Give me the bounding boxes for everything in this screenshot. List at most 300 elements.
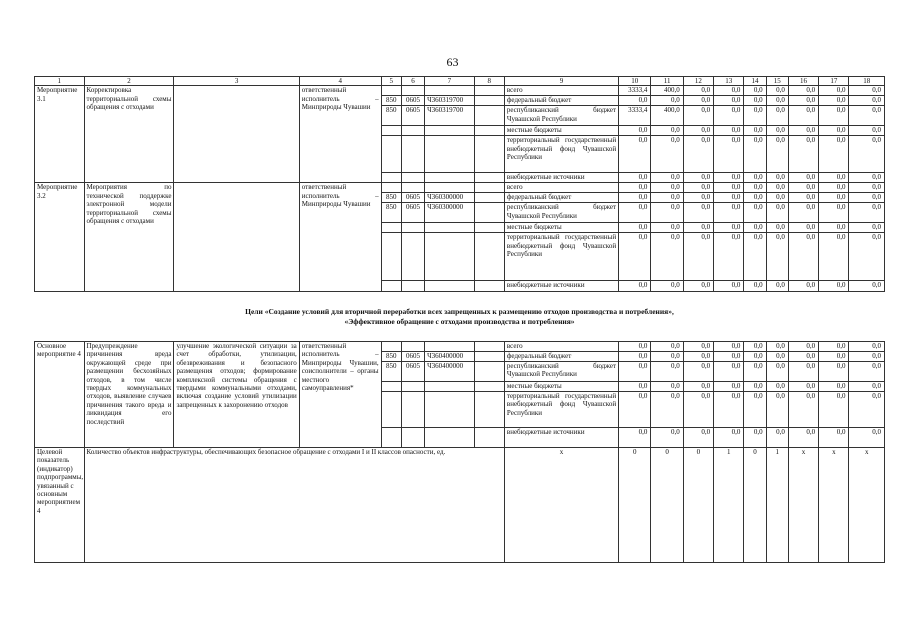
funding-value: 0,0	[651, 382, 683, 392]
column-header-5: 5	[381, 77, 401, 86]
funding-value: 0,0	[788, 281, 818, 292]
funding-value: 0,0	[619, 362, 651, 382]
funding-value: 0,0	[683, 392, 713, 428]
funding-value: 0,0	[683, 233, 713, 281]
funding-value: 0,0	[766, 86, 788, 96]
grbs-code: 850	[381, 106, 401, 126]
funding-value: 0,0	[714, 281, 744, 292]
funding-value: 0,0	[849, 183, 885, 193]
column-header-4: 4	[299, 77, 381, 86]
funding-value: 0,0	[714, 342, 744, 352]
target-article-code	[425, 281, 475, 292]
funding-value: 0,0	[849, 342, 885, 352]
column-header-9: 9	[504, 77, 618, 86]
funding-value: 0,0	[744, 281, 766, 292]
expense-type-code	[474, 106, 504, 126]
funding-value: 0,0	[819, 392, 849, 428]
responsible-executor: ответственный исполнитель – Минприроды Чувашии, соисполнители – органы местного самоуправления*	[299, 342, 381, 448]
target-article-code	[425, 86, 475, 96]
target-article-code: Ч360400000	[425, 362, 475, 382]
expense-type-code	[474, 382, 504, 392]
funding-value: 0,0	[849, 428, 885, 448]
funding-value: 0,0	[744, 203, 766, 223]
funding-value: 0,0	[714, 382, 744, 392]
funding-value: 0,0	[788, 342, 818, 352]
expense-type-code	[474, 233, 504, 281]
grbs-code: 850	[381, 352, 401, 362]
funding-value: 0,0	[683, 193, 713, 203]
block-3-2	[35, 183, 885, 292]
funding-value: 0,0	[744, 136, 766, 173]
funding-value: 0,0	[819, 342, 849, 352]
responsible-executor: ответственный исполнитель – Минприроды Чувашии	[299, 183, 381, 292]
expense-type-code	[474, 428, 504, 448]
funding-value: 0,0	[788, 96, 818, 106]
grbs-code	[381, 173, 401, 183]
section-code	[401, 392, 424, 428]
funding-value: 0,0	[683, 203, 713, 223]
funding-value: 0,0	[619, 96, 651, 106]
funding-value: 0,0	[744, 173, 766, 183]
funding-value: 0,0	[788, 223, 818, 233]
funding-value: 0,0	[683, 342, 713, 352]
target-article-code	[425, 183, 475, 193]
responsible-executor: ответственный исполнитель – Минприроды Чувашии	[299, 86, 381, 183]
column-header-14: 14	[744, 77, 766, 86]
indicator-value: 1	[766, 448, 788, 563]
column-header-1: 1	[35, 77, 85, 86]
funding-value: 0,0	[819, 86, 849, 96]
funding-value: 0,0	[619, 183, 651, 193]
funding-value: 0,0	[683, 126, 713, 136]
funding-value: 0,0	[819, 136, 849, 173]
funding-value: 0,0	[651, 392, 683, 428]
funding-value: 0,0	[788, 106, 818, 126]
funding-value: 0,0	[683, 362, 713, 382]
funding-source: местные бюджеты	[504, 126, 618, 136]
funding-value: 0,0	[849, 96, 885, 106]
grbs-code	[381, 342, 401, 352]
expense-type-code	[474, 96, 504, 106]
grbs-code: 850	[381, 96, 401, 106]
indicator-value: х	[849, 448, 885, 563]
funding-value: 0,0	[619, 173, 651, 183]
section-code	[401, 86, 424, 96]
funding-value: 0,0	[788, 203, 818, 223]
funding-value: 0,0	[744, 86, 766, 96]
section-code	[401, 281, 424, 292]
funding-value: 0,0	[744, 382, 766, 392]
funding-value: 0,0	[766, 173, 788, 183]
funding-value: 0,0	[714, 223, 744, 233]
funding-source: внебюджетные источники	[504, 281, 618, 292]
funding-value: 0,0	[651, 342, 683, 352]
measure-name: Мероприятие 3.1	[35, 86, 85, 183]
grbs-code: 850	[381, 193, 401, 203]
column-header-15: 15	[766, 77, 788, 86]
target-article-code	[425, 342, 475, 352]
funding-value: 0,0	[619, 136, 651, 173]
grbs-code: 850	[381, 203, 401, 223]
funding-table-top	[34, 76, 885, 292]
main-measure-4	[35, 342, 885, 448]
funding-value: 0,0	[849, 223, 885, 233]
funding-value: 0,0	[714, 233, 744, 281]
funding-value: 0,0	[766, 428, 788, 448]
funding-value: 0,0	[714, 203, 744, 223]
indicator-value: 0	[619, 448, 651, 563]
expense-type-code	[474, 173, 504, 183]
expense-type-code	[474, 392, 504, 428]
funding-value: 0,0	[619, 193, 651, 203]
funding-source: республиканский бюджет Чувашской Республики	[504, 203, 618, 223]
funding-value: 0,0	[619, 392, 651, 428]
expense-type-code	[474, 352, 504, 362]
funding-value: 0,0	[651, 126, 683, 136]
funding-value: 0,0	[766, 233, 788, 281]
expected-result: улучшение экологической ситуации за счет обработки, утилизации, обезвреживания и безопасного размещения отходов; формирование комплексной системы обращения с твердыми коммунальными отходами, включая создание условий утилизации запрещенных к захоронению отходов	[174, 342, 299, 448]
expected-result	[174, 86, 299, 183]
grbs-code: 850	[381, 362, 401, 382]
measure-description: Предупреждение причинения вреда окружающей среде при размещении бесхозяйных отходов, в том числе твердых коммунальных отходов, выявление случаев причинения такого вреда и ликвидация его последствий	[84, 342, 174, 448]
target-article-code	[425, 382, 475, 392]
target-article-code	[425, 223, 475, 233]
section-code	[401, 183, 424, 193]
funding-value: 0,0	[766, 281, 788, 292]
goal-line-1: Цели «Создание условий для вторичной переработки всех запрещенных к размещению отходов производства и потребления»,	[245, 307, 674, 316]
funding-value: 0,0	[651, 193, 683, 203]
expense-type-code	[474, 223, 504, 233]
indicator-label: Целевой показатель (индикатор) подпрограммы, увязанный с основным мероприятием 4	[35, 448, 85, 563]
table-row	[35, 183, 885, 193]
funding-value: 0,0	[788, 136, 818, 173]
funding-value: 0,0	[744, 126, 766, 136]
funding-value: 0,0	[651, 362, 683, 382]
column-header-17: 17	[819, 77, 849, 86]
funding-value: 0,0	[651, 136, 683, 173]
funding-value: 0,0	[819, 352, 849, 362]
section-code	[401, 342, 424, 352]
expense-type-code	[474, 126, 504, 136]
funding-value: 0,0	[714, 86, 744, 96]
funding-value: 0,0	[766, 183, 788, 193]
funding-table-bottom	[34, 341, 885, 563]
funding-value: 0,0	[714, 173, 744, 183]
funding-value: 0,0	[766, 342, 788, 352]
funding-value: 0,0	[849, 382, 885, 392]
section-code: 0605	[401, 106, 424, 126]
funding-value: 0,0	[651, 96, 683, 106]
funding-source: федеральный бюджет	[504, 96, 618, 106]
funding-value: 0,0	[849, 136, 885, 173]
target-article-code: Ч360400000	[425, 352, 475, 362]
column-header-16: 16	[788, 77, 818, 86]
target-article-code	[425, 136, 475, 173]
funding-value: 0,0	[849, 233, 885, 281]
funding-value: 0,0	[766, 193, 788, 203]
target-indicator	[35, 448, 885, 563]
expense-type-code	[474, 203, 504, 223]
funding-value: 0,0	[788, 392, 818, 428]
funding-value: 0,0	[819, 382, 849, 392]
funding-value: 0,0	[714, 106, 744, 126]
funding-source: местные бюджеты	[504, 223, 618, 233]
column-header-13: 13	[714, 77, 744, 86]
funding-value: 0,0	[849, 281, 885, 292]
funding-value: 0,0	[714, 352, 744, 362]
funding-source: федеральный бюджет	[504, 193, 618, 203]
funding-source: всего	[504, 86, 618, 96]
funding-value: 0,0	[619, 428, 651, 448]
funding-value: 0,0	[849, 203, 885, 223]
column-header-7: 7	[425, 77, 475, 86]
funding-value: 0,0	[651, 428, 683, 448]
funding-value: 0,0	[714, 362, 744, 382]
column-header-3: 3	[174, 77, 299, 86]
funding-value: 0,0	[819, 106, 849, 126]
funding-value: 0,0	[651, 233, 683, 281]
funding-value: 0,0	[619, 281, 651, 292]
target-article-code	[425, 126, 475, 136]
funding-value: 0,0	[683, 183, 713, 193]
funding-value: 0,0	[788, 362, 818, 382]
section-code: 0605	[401, 193, 424, 203]
funding-value: 0,0	[788, 233, 818, 281]
target-article-code	[425, 428, 475, 448]
funding-value: 3333,4	[619, 106, 651, 126]
column-header-2: 2	[84, 77, 174, 86]
column-header-6: 6	[401, 77, 424, 86]
funding-source: внебюджетные источники	[504, 428, 618, 448]
funding-value: 0,0	[766, 203, 788, 223]
column-header-18: 18	[849, 77, 885, 86]
funding-value: 0,0	[683, 223, 713, 233]
measure-description: Мероприятия по технической поддержке электронной модели территориальной схемы обращения с отходами	[84, 183, 174, 292]
target-article-code	[425, 173, 475, 183]
funding-value: 0,0	[619, 233, 651, 281]
funding-value: 0,0	[651, 352, 683, 362]
funding-source: местные бюджеты	[504, 382, 618, 392]
grbs-code	[381, 281, 401, 292]
section-code	[401, 428, 424, 448]
grbs-code	[381, 428, 401, 448]
section-code: 0605	[401, 203, 424, 223]
funding-value: 0,0	[651, 183, 683, 193]
funding-value: 0,0	[714, 428, 744, 448]
indicator-value: х	[788, 448, 818, 563]
section-code	[401, 223, 424, 233]
funding-value: 0,0	[766, 96, 788, 106]
table-row	[35, 342, 885, 352]
funding-value: 0,0	[819, 281, 849, 292]
funding-value: 0,0	[819, 428, 849, 448]
expense-type-code	[474, 183, 504, 193]
funding-value: 0,0	[651, 173, 683, 183]
funding-value: 0,0	[849, 392, 885, 428]
indicator-unit-mark: х	[504, 448, 618, 563]
funding-value: 0,0	[819, 96, 849, 106]
funding-value: 0,0	[766, 352, 788, 362]
indicator-row	[35, 448, 885, 563]
funding-value: 0,0	[849, 106, 885, 126]
funding-value: 0,0	[744, 223, 766, 233]
funding-value: 0,0	[619, 382, 651, 392]
expected-result	[174, 183, 299, 292]
funding-value: 0,0	[849, 126, 885, 136]
target-article-code	[425, 392, 475, 428]
measure-description: Корректировка территориальной схемы обращения с отходами	[84, 86, 174, 183]
funding-value: 0,0	[849, 362, 885, 382]
funding-value: 0,0	[744, 106, 766, 126]
funding-value: 0,0	[744, 96, 766, 106]
funding-value: 0,0	[766, 362, 788, 382]
funding-value: 0,0	[849, 193, 885, 203]
funding-value: 0,0	[744, 193, 766, 203]
section-code: 0605	[401, 362, 424, 382]
section-code: 0605	[401, 352, 424, 362]
funding-source: территориальный государственный внебюджетный фонд Чувашской Республики	[504, 392, 618, 428]
funding-value: 0,0	[619, 342, 651, 352]
funding-value: 0,0	[619, 203, 651, 223]
funding-source: федеральный бюджет	[504, 352, 618, 362]
funding-value: 0,0	[819, 183, 849, 193]
funding-value: 0,0	[683, 382, 713, 392]
column-header-8: 8	[474, 77, 504, 86]
funding-value: 0,0	[714, 392, 744, 428]
column-header-11: 11	[651, 77, 683, 86]
funding-value: 0,0	[744, 342, 766, 352]
funding-value: 0,0	[651, 223, 683, 233]
funding-value: 0,0	[683, 281, 713, 292]
section-code	[401, 233, 424, 281]
funding-value: 0,0	[683, 106, 713, 126]
grbs-code	[381, 86, 401, 96]
funding-value: 0,0	[788, 173, 818, 183]
funding-value: 400,0	[651, 86, 683, 96]
section-code	[401, 136, 424, 173]
funding-value: 0,0	[766, 126, 788, 136]
section-code	[401, 126, 424, 136]
funding-value: 0,0	[766, 136, 788, 173]
funding-value: 0,0	[788, 86, 818, 96]
funding-source: всего	[504, 342, 618, 352]
block-3-1	[35, 86, 885, 183]
grbs-code	[381, 233, 401, 281]
funding-value: 0,0	[766, 223, 788, 233]
funding-value: 0,0	[683, 86, 713, 96]
grbs-code	[381, 223, 401, 233]
grbs-code	[381, 382, 401, 392]
funding-value: 0,0	[714, 183, 744, 193]
target-article-code: Ч360319700	[425, 106, 475, 126]
funding-value: 0,0	[849, 86, 885, 96]
expense-type-code	[474, 342, 504, 352]
grbs-code	[381, 183, 401, 193]
funding-value: 0,0	[788, 382, 818, 392]
funding-value: 0,0	[819, 362, 849, 382]
expense-type-code	[474, 86, 504, 96]
funding-value: 0,0	[619, 352, 651, 362]
grbs-code	[381, 392, 401, 428]
funding-source: территориальный государственный внебюджетный фонд Чувашской Республики	[504, 233, 618, 281]
funding-value: 0,0	[766, 106, 788, 126]
indicator-value: 1	[714, 448, 744, 563]
funding-value: 0,0	[683, 136, 713, 173]
target-article-code: Ч360300000	[425, 203, 475, 223]
funding-value: 0,0	[714, 126, 744, 136]
funding-value: 0,0	[788, 183, 818, 193]
section-code	[401, 382, 424, 392]
measure-name: Основное мероприятие 4	[35, 342, 85, 448]
funding-value: 0,0	[819, 223, 849, 233]
funding-value: 0,0	[819, 173, 849, 183]
funding-value: 0,0	[819, 193, 849, 203]
funding-value: 0,0	[788, 126, 818, 136]
funding-value: 0,0	[849, 352, 885, 362]
goal-heading	[34, 307, 885, 327]
funding-source: территориальный государственный внебюджетный фонд Чувашской Республики	[504, 136, 618, 173]
funding-value: 0,0	[619, 126, 651, 136]
expense-type-code	[474, 136, 504, 173]
funding-value: 0,0	[744, 183, 766, 193]
section-code	[401, 173, 424, 183]
funding-value: 0,0	[788, 352, 818, 362]
funding-value: 0,0	[744, 392, 766, 428]
table-row	[35, 86, 885, 96]
funding-source: всего	[504, 183, 618, 193]
funding-value: 0,0	[744, 233, 766, 281]
funding-value: 0,0	[683, 352, 713, 362]
measure-name: Мероприятие 3.2	[35, 183, 85, 292]
indicator-value: х	[819, 448, 849, 563]
indicator-value: 0	[651, 448, 683, 563]
section-code: 0605	[401, 96, 424, 106]
funding-value: 0,0	[714, 96, 744, 106]
funding-value: 0,0	[744, 428, 766, 448]
funding-value: 0,0	[788, 428, 818, 448]
target-article-code: Ч360319700	[425, 96, 475, 106]
target-article-code: Ч360300000	[425, 193, 475, 203]
column-number-row	[35, 77, 885, 86]
funding-source: республиканский бюджет Чувашской Республики	[504, 362, 618, 382]
funding-value: 0,0	[714, 136, 744, 173]
grbs-code	[381, 136, 401, 173]
funding-value: 0,0	[849, 173, 885, 183]
funding-source: республиканский бюджет Чувашской Республики	[504, 106, 618, 126]
funding-value: 0,0	[788, 193, 818, 203]
grbs-code	[381, 126, 401, 136]
funding-value: 0,0	[683, 428, 713, 448]
expense-type-code	[474, 281, 504, 292]
indicator-text: Количество объектов инфраструктуры, обеспечивающих безопасное обращение с отходами I и II классов опасности, ед.	[84, 448, 504, 563]
funding-value: 0,0	[819, 126, 849, 136]
indicator-value: 0	[744, 448, 766, 563]
indicator-value: 0	[683, 448, 713, 563]
funding-source: внебюджетные источники	[504, 173, 618, 183]
funding-value: 0,0	[744, 362, 766, 382]
goal-line-2: «Эффективное обращение с отходами производства и потребления»	[344, 317, 575, 326]
funding-value: 400,0	[651, 106, 683, 126]
funding-value: 0,0	[714, 193, 744, 203]
column-header-10: 10	[619, 77, 651, 86]
funding-value: 0,0	[766, 392, 788, 428]
target-article-code	[425, 233, 475, 281]
funding-value: 0,0	[819, 203, 849, 223]
funding-value: 0,0	[744, 352, 766, 362]
funding-value: 0,0	[683, 173, 713, 183]
funding-value: 3333,4	[619, 86, 651, 96]
expense-type-code	[474, 193, 504, 203]
